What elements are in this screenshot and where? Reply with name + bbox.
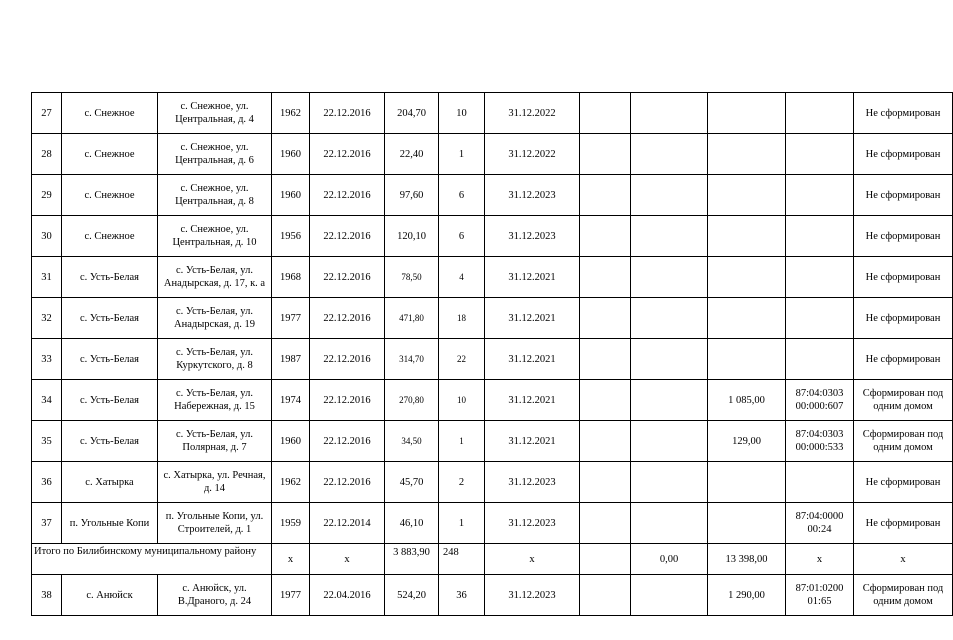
cell-col10 bbox=[580, 257, 631, 298]
total-status: х bbox=[854, 544, 953, 575]
cell-deadline: 31.12.2021 bbox=[485, 298, 580, 339]
housing-registry-table bbox=[31, 92, 953, 616]
cell-col11 bbox=[631, 257, 708, 298]
total-deadline: х bbox=[485, 544, 580, 575]
total-date: х bbox=[310, 544, 385, 575]
cell-number: 32 bbox=[32, 298, 62, 339]
cell-col11 bbox=[631, 93, 708, 134]
cell-year: 1977 bbox=[272, 298, 310, 339]
cell-deadline: 31.12.2023 bbox=[485, 575, 580, 616]
cell-address: с. Анюйск, ул. В.Драного, д. 24 bbox=[158, 575, 272, 616]
total-row bbox=[32, 544, 953, 575]
cell-deadline: 31.12.2023 bbox=[485, 216, 580, 257]
table-row bbox=[32, 257, 953, 298]
cell-year: 1960 bbox=[272, 134, 310, 175]
cell-people: 6 bbox=[439, 216, 485, 257]
cell-date: 22.12.2016 bbox=[310, 462, 385, 503]
cell-address: с. Усть-Белая, ул. Анадырская, д. 19 bbox=[158, 298, 272, 339]
cell-col11 bbox=[631, 175, 708, 216]
cell-people: 22 bbox=[439, 339, 485, 380]
cell-deadline: 31.12.2022 bbox=[485, 93, 580, 134]
cell-number: 37 bbox=[32, 503, 62, 544]
cell-year: 1960 bbox=[272, 421, 310, 462]
cell-settlement: с. Снежное bbox=[62, 134, 158, 175]
cell-area: 46,10 bbox=[385, 503, 439, 544]
cell-date: 22.12.2016 bbox=[310, 257, 385, 298]
cell-cadastral-number: 87:04:0000 00:24 bbox=[786, 503, 854, 544]
cell-year: 1959 bbox=[272, 503, 310, 544]
cell-date: 22.04.2016 bbox=[310, 575, 385, 616]
cell-people: 10 bbox=[439, 93, 485, 134]
cell-address: с. Усть-Белая, ул. Анадырская, д. 17, к. а bbox=[158, 257, 272, 298]
cell-deadline: 31.12.2021 bbox=[485, 421, 580, 462]
cell-col10 bbox=[580, 175, 631, 216]
cell-address: с. Снежное, ул. Центральная, д. 10 bbox=[158, 216, 272, 257]
cell-people: 2 bbox=[439, 462, 485, 503]
cell-status: Не сформирован bbox=[854, 298, 953, 339]
cell-address: с. Снежное, ул. Центральная, д. 8 bbox=[158, 175, 272, 216]
cell-area: 34,50 bbox=[385, 421, 439, 462]
cell-cadastral-number bbox=[786, 257, 854, 298]
cell-people: 4 bbox=[439, 257, 485, 298]
table-row bbox=[32, 216, 953, 257]
cell-deadline: 31.12.2022 bbox=[485, 134, 580, 175]
cell-cadastral-number bbox=[786, 462, 854, 503]
cell-address: с. Хатырка, ул. Речная, д. 14 bbox=[158, 462, 272, 503]
cell-settlement: с. Снежное bbox=[62, 93, 158, 134]
cell-people: 1 bbox=[439, 503, 485, 544]
cell-col10 bbox=[580, 298, 631, 339]
cell-address: с. Усть-Белая, ул. Куркутского, д. 8 bbox=[158, 339, 272, 380]
cell-status: Сформирован под одним домом bbox=[854, 421, 953, 462]
cell-status: Не сформирован bbox=[854, 339, 953, 380]
total-label: Итого по Билибинскому муниципальному району bbox=[32, 544, 272, 575]
total-year: х bbox=[272, 544, 310, 575]
cell-date: 22.12.2014 bbox=[310, 503, 385, 544]
cell-address: с. Усть-Белая, ул. Набережная, д. 15 bbox=[158, 380, 272, 421]
cell-cadastral-number bbox=[786, 339, 854, 380]
cell-people: 18 bbox=[439, 298, 485, 339]
cell-status: Сформирован под одним домом bbox=[854, 575, 953, 616]
table-row bbox=[32, 298, 953, 339]
cell-land-area bbox=[708, 462, 786, 503]
cell-deadline: 31.12.2023 bbox=[485, 175, 580, 216]
cell-year: 1968 bbox=[272, 257, 310, 298]
cell-year: 1962 bbox=[272, 93, 310, 134]
cell-land-area bbox=[708, 339, 786, 380]
cell-col11 bbox=[631, 503, 708, 544]
cell-settlement: с. Усть-Белая bbox=[62, 421, 158, 462]
table-row bbox=[32, 575, 953, 616]
cell-area: 97,60 bbox=[385, 175, 439, 216]
table-row bbox=[32, 93, 953, 134]
cell-status: Не сформирован bbox=[854, 462, 953, 503]
cell-col10 bbox=[580, 93, 631, 134]
cell-area: 524,20 bbox=[385, 575, 439, 616]
cell-address: с. Снежное, ул. Центральная, д. 6 bbox=[158, 134, 272, 175]
cell-cadastral-number: 87:04:0303 00:000:607 bbox=[786, 380, 854, 421]
cell-people: 6 bbox=[439, 175, 485, 216]
cell-cadastral-number bbox=[786, 298, 854, 339]
cell-area: 314,70 bbox=[385, 339, 439, 380]
cell-date: 22.12.2016 bbox=[310, 216, 385, 257]
cell-col11 bbox=[631, 462, 708, 503]
cell-settlement: с. Усть-Белая bbox=[62, 380, 158, 421]
cell-col10 bbox=[580, 380, 631, 421]
cell-land-area: 129,00 bbox=[708, 421, 786, 462]
cell-col10 bbox=[580, 216, 631, 257]
cell-area: 471,80 bbox=[385, 298, 439, 339]
cell-deadline: 31.12.2021 bbox=[485, 257, 580, 298]
cell-area: 22,40 bbox=[385, 134, 439, 175]
cell-number: 36 bbox=[32, 462, 62, 503]
cell-year: 1956 bbox=[272, 216, 310, 257]
cell-col10 bbox=[580, 134, 631, 175]
cell-settlement: с. Снежное bbox=[62, 175, 158, 216]
cell-number: 35 bbox=[32, 421, 62, 462]
cell-number: 34 bbox=[32, 380, 62, 421]
cell-address: с. Снежное, ул. Центральная, д. 4 bbox=[158, 93, 272, 134]
cell-date: 22.12.2016 bbox=[310, 339, 385, 380]
cell-col10 bbox=[580, 421, 631, 462]
cell-address: п. Угольные Копи, ул. Строителей, д. 1 bbox=[158, 503, 272, 544]
cell-cadastral-number: 87:04:0303 00:000:533 bbox=[786, 421, 854, 462]
cell-col11 bbox=[631, 339, 708, 380]
cell-status: Не сформирован bbox=[854, 175, 953, 216]
table-row bbox=[32, 134, 953, 175]
cell-year: 1977 bbox=[272, 575, 310, 616]
total-col11: 0,00 bbox=[631, 544, 708, 575]
table-row bbox=[32, 380, 953, 421]
cell-col10 bbox=[580, 503, 631, 544]
cell-land-area: 1 085,00 bbox=[708, 380, 786, 421]
table-row bbox=[32, 339, 953, 380]
cell-settlement: п. Угольные Копи bbox=[62, 503, 158, 544]
cell-deadline: 31.12.2021 bbox=[485, 380, 580, 421]
cell-year: 1987 bbox=[272, 339, 310, 380]
cell-area: 45,70 bbox=[385, 462, 439, 503]
cell-col11 bbox=[631, 380, 708, 421]
cell-col11 bbox=[631, 421, 708, 462]
cell-deadline: 31.12.2021 bbox=[485, 339, 580, 380]
cell-col10 bbox=[580, 575, 631, 616]
cell-people: 36 bbox=[439, 575, 485, 616]
cell-land-area bbox=[708, 93, 786, 134]
cell-number: 38 bbox=[32, 575, 62, 616]
table-row bbox=[32, 462, 953, 503]
cell-settlement: с. Усть-Белая bbox=[62, 257, 158, 298]
total-land-area: 13 398,00 bbox=[708, 544, 786, 575]
cell-col10 bbox=[580, 462, 631, 503]
cell-land-area bbox=[708, 503, 786, 544]
cell-settlement: с. Анюйск bbox=[62, 575, 158, 616]
cell-status: Не сформирован bbox=[854, 503, 953, 544]
cell-land-area: 1 290,00 bbox=[708, 575, 786, 616]
cell-number: 33 bbox=[32, 339, 62, 380]
cell-col10 bbox=[580, 339, 631, 380]
cell-land-area bbox=[708, 134, 786, 175]
cell-cadastral-number bbox=[786, 175, 854, 216]
cell-people: 10 bbox=[439, 380, 485, 421]
cell-cadastral-number bbox=[786, 93, 854, 134]
cell-col11 bbox=[631, 298, 708, 339]
cell-area: 204,70 bbox=[385, 93, 439, 134]
cell-number: 29 bbox=[32, 175, 62, 216]
cell-cadastral-number bbox=[786, 134, 854, 175]
cell-people: 1 bbox=[439, 134, 485, 175]
cell-col11 bbox=[631, 134, 708, 175]
total-col10 bbox=[580, 544, 631, 575]
cell-date: 22.12.2016 bbox=[310, 134, 385, 175]
total-people: 248 bbox=[439, 544, 485, 575]
cell-date: 22.12.2016 bbox=[310, 421, 385, 462]
cell-area: 120,10 bbox=[385, 216, 439, 257]
cell-year: 1960 bbox=[272, 175, 310, 216]
cell-status: Не сформирован bbox=[854, 216, 953, 257]
cell-land-area bbox=[708, 175, 786, 216]
cell-land-area bbox=[708, 298, 786, 339]
cell-settlement: с. Хатырка bbox=[62, 462, 158, 503]
cell-cadastral-number bbox=[786, 216, 854, 257]
cell-col11 bbox=[631, 216, 708, 257]
total-area: 3 883,90 bbox=[385, 544, 439, 575]
total-cadastral: х bbox=[786, 544, 854, 575]
table-body bbox=[32, 93, 953, 616]
cell-settlement: с. Усть-Белая bbox=[62, 298, 158, 339]
cell-land-area bbox=[708, 216, 786, 257]
cell-year: 1974 bbox=[272, 380, 310, 421]
cell-date: 22.12.2016 bbox=[310, 93, 385, 134]
cell-col11 bbox=[631, 575, 708, 616]
table-row bbox=[32, 175, 953, 216]
cell-deadline: 31.12.2023 bbox=[485, 462, 580, 503]
cell-settlement: с. Снежное bbox=[62, 216, 158, 257]
cell-number: 28 bbox=[32, 134, 62, 175]
table-row bbox=[32, 503, 953, 544]
cell-status: Не сформирован bbox=[854, 134, 953, 175]
cell-cadastral-number: 87:01:0200 01:65 bbox=[786, 575, 854, 616]
cell-land-area bbox=[708, 257, 786, 298]
cell-date: 22.12.2016 bbox=[310, 298, 385, 339]
cell-area: 270,80 bbox=[385, 380, 439, 421]
cell-status: Сформирован под одним домом bbox=[854, 380, 953, 421]
cell-date: 22.12.2016 bbox=[310, 380, 385, 421]
cell-number: 30 bbox=[32, 216, 62, 257]
cell-number: 27 bbox=[32, 93, 62, 134]
cell-settlement: с. Усть-Белая bbox=[62, 339, 158, 380]
cell-area: 78,50 bbox=[385, 257, 439, 298]
cell-number: 31 bbox=[32, 257, 62, 298]
cell-date: 22.12.2016 bbox=[310, 175, 385, 216]
cell-people: 1 bbox=[439, 421, 485, 462]
cell-deadline: 31.12.2023 bbox=[485, 503, 580, 544]
cell-year: 1962 bbox=[272, 462, 310, 503]
cell-status: Не сформирован bbox=[854, 93, 953, 134]
cell-address: с. Усть-Белая, ул. Полярная, д. 7 bbox=[158, 421, 272, 462]
cell-status: Не сформирован bbox=[854, 257, 953, 298]
table-row bbox=[32, 421, 953, 462]
